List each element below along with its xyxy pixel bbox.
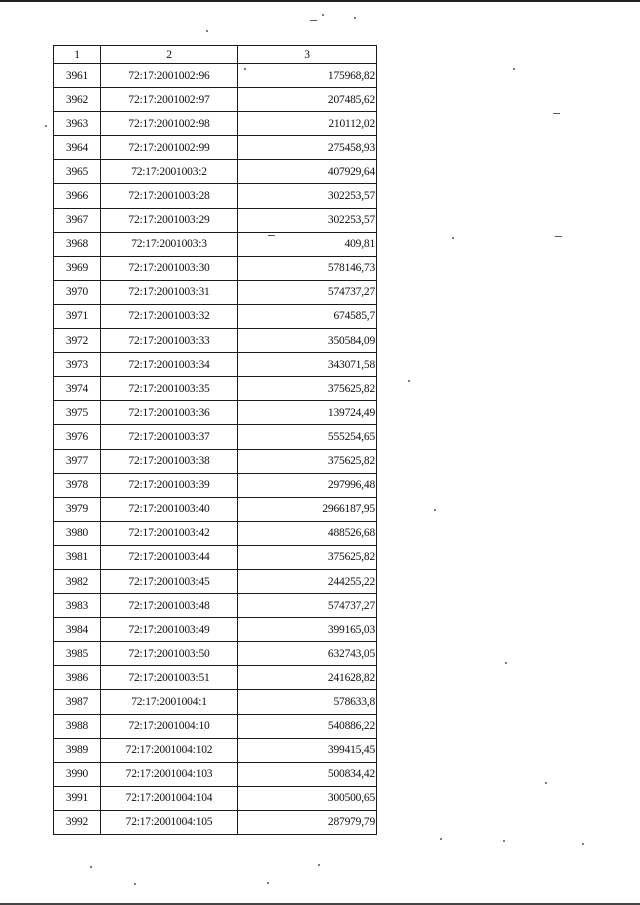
scan-speck: [545, 782, 547, 784]
table-row: [54, 521, 377, 545]
cadastral-number-cell: 72:17:2001003:29: [101, 208, 238, 232]
cadastral-value-cell: 375625,82: [238, 377, 377, 401]
row-number-cell: 3987: [54, 690, 101, 714]
column-header-value: 3: [238, 46, 377, 64]
row-number-cell: 3977: [54, 449, 101, 473]
row-number-cell: 3978: [54, 473, 101, 497]
cadastral-value-cell: 350584,09: [238, 329, 377, 353]
cadastral-value-cell: 632743,05: [238, 642, 377, 666]
table-row: [54, 88, 377, 112]
cadastral-number-cell: 72:17:2001003:35: [101, 377, 238, 401]
cadastral-number-cell: 72:17:2001003:48: [101, 594, 238, 618]
table-row: [54, 473, 377, 497]
cadastral-value-cell: 375625,82: [238, 449, 377, 473]
scan-speck: [408, 380, 410, 382]
scan-speck: [310, 20, 317, 21]
cadastral-value-cell: 2966187,95: [238, 497, 377, 521]
table-row: [54, 280, 377, 304]
row-number-cell: 3973: [54, 353, 101, 377]
cadastral-number-cell: 72:17:2001003:34: [101, 353, 238, 377]
scan-speck: [555, 236, 562, 237]
scan-speck: [513, 68, 515, 70]
scan-speck: [318, 864, 320, 866]
scan-speck: [503, 840, 505, 842]
cadastral-number-cell: 72:17:2001003:31: [101, 280, 238, 304]
cadastral-value-cell: 574737,27: [238, 280, 377, 304]
row-number-cell: 3966: [54, 184, 101, 208]
table-row: [54, 618, 377, 642]
cadastral-value-cell: 407929,64: [238, 160, 377, 184]
row-number-cell: 3990: [54, 762, 101, 786]
table-row: [54, 304, 377, 328]
table-row: [54, 738, 377, 762]
cadastral-value-cell: 241628,82: [238, 666, 377, 690]
cadastral-value-cell: 399165,03: [238, 618, 377, 642]
cadastral-number-cell: 72:17:2001004:103: [101, 762, 238, 786]
cadastral-value-cell: 574737,27: [238, 594, 377, 618]
cadastral-number-cell: 72:17:2001003:44: [101, 545, 238, 569]
row-number-cell: 3980: [54, 521, 101, 545]
cadastral-number-cell: 72:17:2001003:38: [101, 449, 238, 473]
cadastral-value-cell: 409,81: [238, 232, 377, 256]
table-row: [54, 497, 377, 521]
scan-speck: [354, 17, 356, 19]
row-number-cell: 3975: [54, 401, 101, 425]
scan-speck: [134, 883, 136, 885]
cadastral-number-cell: 72:17:2001003:3: [101, 232, 238, 256]
row-number-cell: 3965: [54, 160, 101, 184]
cadastral-value-cell: 175968,82: [238, 64, 377, 88]
cadastral-number-cell: 72:17:2001004:104: [101, 786, 238, 810]
cadastral-number-cell: 72:17:2001003:32: [101, 304, 238, 328]
cadastral-value-cell: 207485,62: [238, 88, 377, 112]
cadastral-value-cell: 500834,42: [238, 762, 377, 786]
table-row: [54, 786, 377, 810]
scan-speck: [45, 125, 47, 127]
cadastral-number-cell: 72:17:2001004:102: [101, 738, 238, 762]
scan-speck: [322, 14, 324, 16]
row-number-cell: 3970: [54, 280, 101, 304]
column-header-number: 1: [54, 46, 101, 64]
cadastral-value-cell: 210112,02: [238, 112, 377, 136]
row-number-cell: 3962: [54, 88, 101, 112]
cadastral-value-cell: 139724,49: [238, 401, 377, 425]
cadastral-value-cell: 300500,65: [238, 786, 377, 810]
cadastral-number-cell: 72:17:2001002:99: [101, 136, 238, 160]
scan-speck: [434, 509, 436, 511]
cadastral-number-cell: 72:17:2001003:45: [101, 569, 238, 593]
row-number-cell: 3976: [54, 425, 101, 449]
scan-speck: [267, 882, 269, 884]
table-row: [54, 232, 377, 256]
table-row: [54, 329, 377, 353]
cadastral-number-cell: 72:17:2001003:39: [101, 473, 238, 497]
scan-speck: [553, 113, 560, 114]
table-row: [54, 762, 377, 786]
row-number-cell: 3985: [54, 642, 101, 666]
table-row: [54, 425, 377, 449]
column-header-cadastral: 2: [101, 46, 238, 64]
cadastral-value-cell: 555254,65: [238, 425, 377, 449]
cadastral-value-cell: 578633,8: [238, 690, 377, 714]
cadastral-number-cell: 72:17:2001002:97: [101, 88, 238, 112]
cadastral-value-cell: 488526,68: [238, 521, 377, 545]
table-row: [54, 569, 377, 593]
table-row: [54, 594, 377, 618]
cadastral-value-cell: 275458,93: [238, 136, 377, 160]
cadastral-number-cell: 72:17:2001003:42: [101, 521, 238, 545]
row-number-cell: 3969: [54, 256, 101, 280]
table-row: [54, 136, 377, 160]
row-number-cell: 3982: [54, 569, 101, 593]
cadastral-number-cell: 72:17:2001003:36: [101, 401, 238, 425]
row-number-cell: 3986: [54, 666, 101, 690]
table-body: [54, 64, 377, 835]
cadastral-number-cell: 72:17:2001003:49: [101, 618, 238, 642]
table-row: [54, 184, 377, 208]
table-row: [54, 353, 377, 377]
row-number-cell: 3989: [54, 738, 101, 762]
row-number-cell: 3968: [54, 232, 101, 256]
cadastral-number-cell: 72:17:2001003:51: [101, 666, 238, 690]
row-number-cell: 3992: [54, 810, 101, 834]
cadastral-value-cell: 375625,82: [238, 545, 377, 569]
table-row: [54, 449, 377, 473]
cadastral-value-cell: 540886,22: [238, 714, 377, 738]
row-number-cell: 3984: [54, 618, 101, 642]
table-row: [54, 545, 377, 569]
table-row: [54, 256, 377, 280]
cadastral-number-cell: 72:17:2001003:28: [101, 184, 238, 208]
cadastral-number-cell: 72:17:2001003:2: [101, 160, 238, 184]
table-row: [54, 810, 377, 834]
scan-speck: [440, 838, 442, 840]
registry-table-container: [53, 45, 377, 835]
scan-speck: [90, 866, 92, 868]
cadastral-number-cell: 72:17:2001004:105: [101, 810, 238, 834]
table-row: [54, 112, 377, 136]
scan-top-edge: [0, 0, 640, 2]
cadastral-value-cell: 674585,7: [238, 304, 377, 328]
cadastral-number-cell: 72:17:2001004:1: [101, 690, 238, 714]
table-row: [54, 642, 377, 666]
table-row: [54, 666, 377, 690]
row-number-cell: 3991: [54, 786, 101, 810]
scan-speck: [505, 662, 507, 664]
cadastral-value-cell: 302253,57: [238, 184, 377, 208]
table-row: [54, 208, 377, 232]
cadastral-number-cell: 72:17:2001002:98: [101, 112, 238, 136]
table-row: [54, 690, 377, 714]
row-number-cell: 3967: [54, 208, 101, 232]
cadastral-value-cell: 578146,73: [238, 256, 377, 280]
table-row: [54, 714, 377, 738]
cadastral-number-cell: 72:17:2001003:33: [101, 329, 238, 353]
cadastral-number-cell: 72:17:2001003:37: [101, 425, 238, 449]
cadastral-value-cell: 297996,48: [238, 473, 377, 497]
cadastral-number-cell: 72:17:2001003:50: [101, 642, 238, 666]
row-number-cell: 3979: [54, 497, 101, 521]
table-row: [54, 377, 377, 401]
row-number-cell: 3963: [54, 112, 101, 136]
row-number-cell: 3972: [54, 329, 101, 353]
row-number-cell: 3988: [54, 714, 101, 738]
cadastral-value-cell: 302253,57: [238, 208, 377, 232]
cadastral-number-cell: 72:17:2001004:10: [101, 714, 238, 738]
table-row: [54, 401, 377, 425]
table-row: [54, 64, 377, 88]
cadastral-number-cell: 72:17:2001003:40: [101, 497, 238, 521]
scan-speck: [452, 237, 454, 239]
cadastral-value-cell: 399415,45: [238, 738, 377, 762]
row-number-cell: 3971: [54, 304, 101, 328]
scan-speck: [582, 843, 584, 845]
table-row: [54, 160, 377, 184]
table-header-row: [54, 46, 377, 64]
cadastral-number-cell: 72:17:2001002:96: [101, 64, 238, 88]
cadastral-value-cell: 244255,22: [238, 569, 377, 593]
row-number-cell: 3974: [54, 377, 101, 401]
row-number-cell: 3964: [54, 136, 101, 160]
row-number-cell: 3981: [54, 545, 101, 569]
cadastral-value-cell: 287979,79: [238, 810, 377, 834]
cadastral-value-table: [53, 45, 377, 835]
cadastral-number-cell: 72:17:2001003:30: [101, 256, 238, 280]
scan-speck: [206, 30, 208, 32]
row-number-cell: 3961: [54, 64, 101, 88]
row-number-cell: 3983: [54, 594, 101, 618]
cadastral-value-cell: 343071,58: [238, 353, 377, 377]
